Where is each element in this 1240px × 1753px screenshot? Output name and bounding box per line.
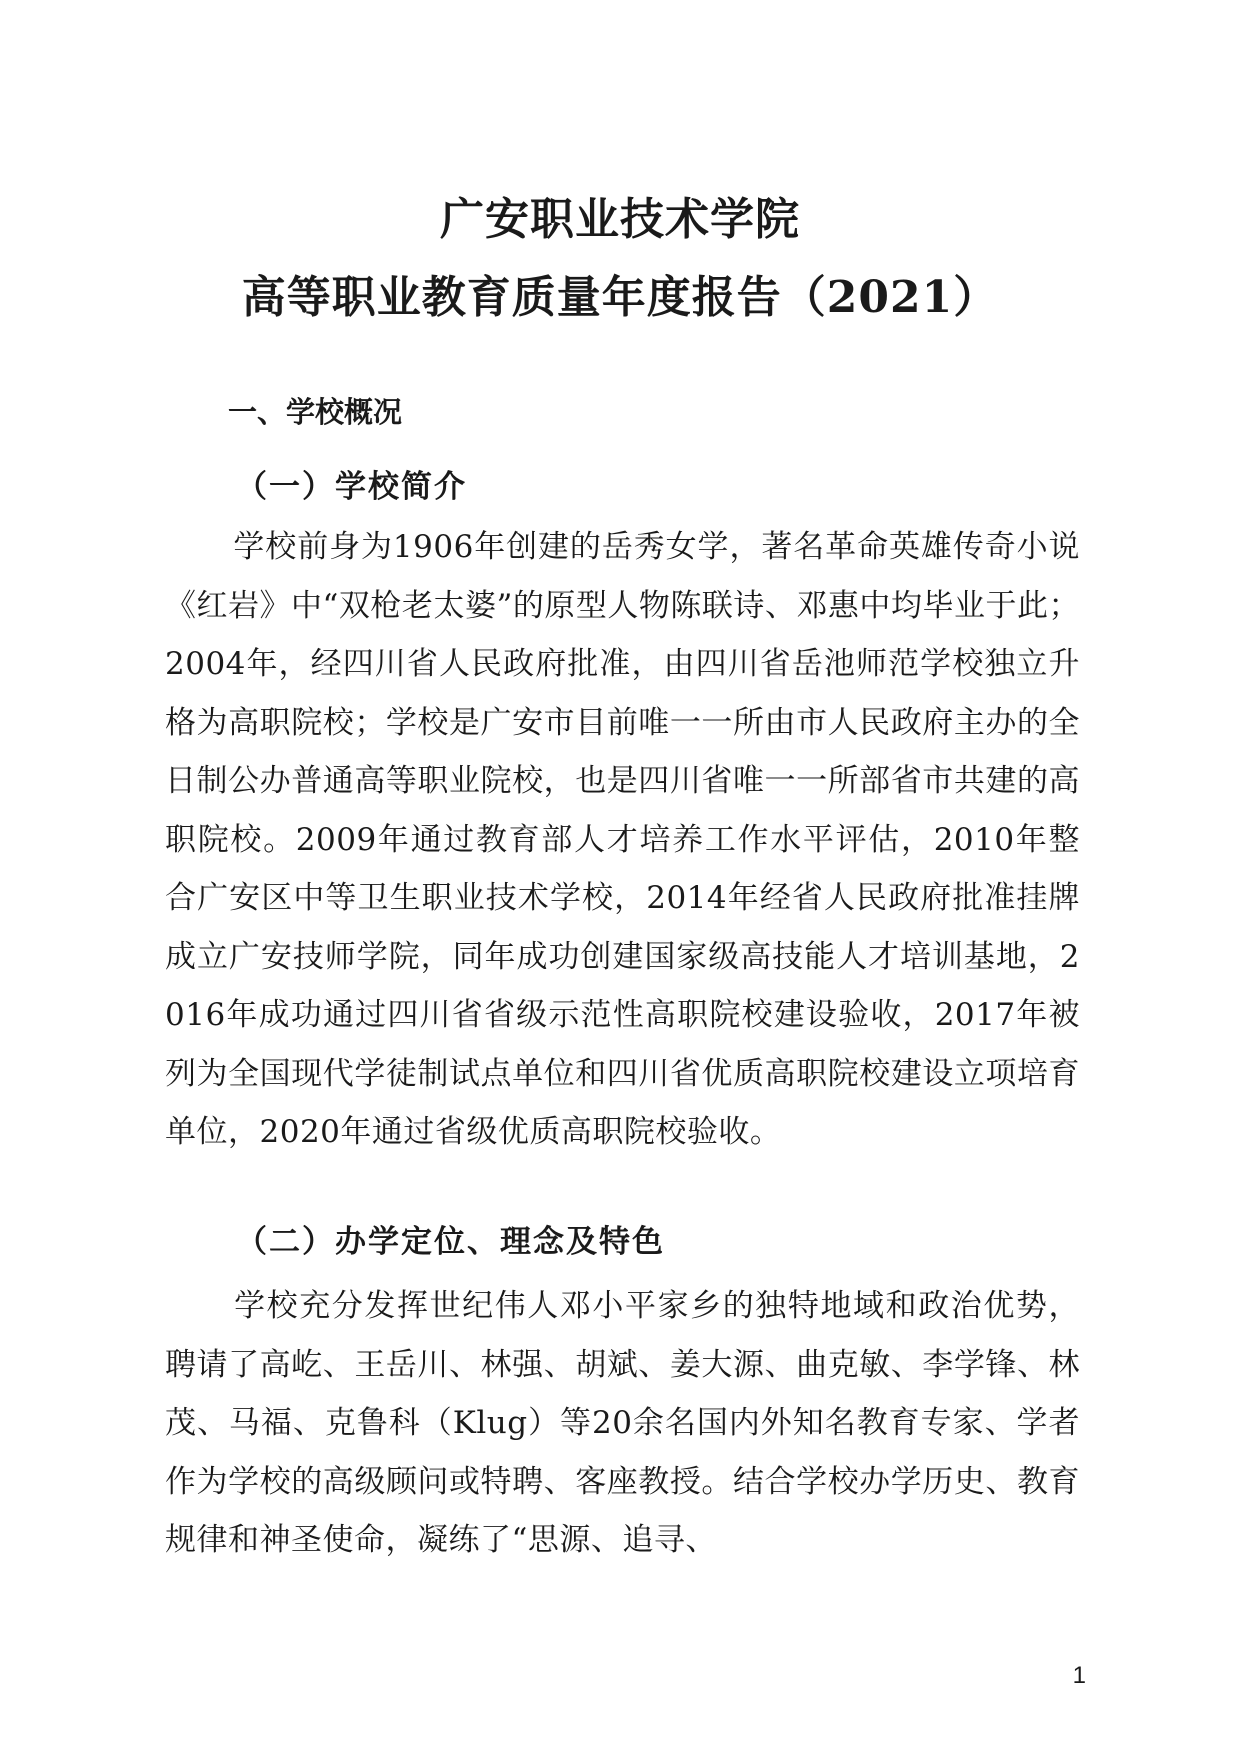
paragraph-positioning [165,1277,1080,1570]
page-number: 1 [1072,1662,1086,1689]
subsection-heading-positioning: （二）办学定位、理念及特色 [236,1224,665,1260]
paragraph-positioning-text: 学校充分发挥世纪伟人邓小平家乡的独特地域和政治优势，聘请了高屹、王岳川、林强、胡斌、姜大源、曲克敏、李学锋、林茂、马福、克鲁科（Klug）等20余名国内外知名教育专家、学者作为学校的高级顾问或特聘、客座教授。结合学校办学历史、教育规律和神圣使命，凝练了“思源、追寻、 [165,1288,1080,1558]
document-title-line1: 广安职业技术学院 [440,194,800,245]
section-heading: 一、学校概况 [228,395,403,429]
paragraph-intro-text: 学校前身为1906年创建的岳秀女学，著名革命英雄传奇小说《红岩》中“双枪老太婆”的原型人物陈联诗、邓惠中均毕业于此；2004年，经四川省人民政府批准，由四川省岳池师范学校独立升格为高职院校；学校是广安市目前唯一一所由市人民政府主办的全日制公办普通高等职业院校，也是四川省唯一一所部省市共建的高职院校。2009年通过教育部人才培养工作水平评估，2010年整合广安区中等卫生职业技术学校，2014年经省人民政府批准挂牌成立广安技师学院，同年成功创建国家级高技能人才培训基地，2016年成功通过四川省省级示范性高职院校建设验收，2017年被列为全国现代学徒制试点单位和四川省优质高职院校建设立项培育单位，2020年通过省级优质高职院校验收。 [165,529,1080,1150]
subsection-heading-intro: （一）学校简介 [236,469,467,505]
paragraph-intro [165,518,1080,1162]
document-title-line2: 高等职业教育质量年度报告（2021） [241,272,999,323]
